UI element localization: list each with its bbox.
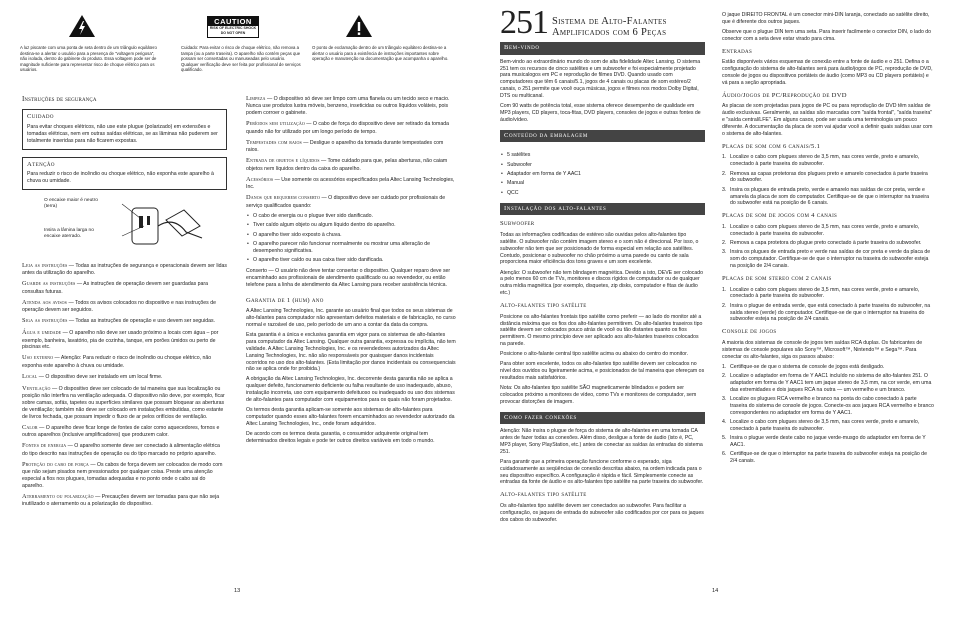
list-item: • Tiver caído algum objeto ou algum líquido dentro do aparelho. [246,222,456,229]
safety-title: Instruções de segurança [22,95,97,103]
safety-item: Ventilação — O dispositivo deve ser colocado de tal maneira que sua localização ou posição não interfira na ventilação adequada. O dispositivo não deve, por exemplo, ficar sobre camas, sofás, tapetes ou superfícies similares que possam bloquear as aberturas de ventilação; também não deve ser colocado em instalações embutidas, como estante de livros fechada, que possam impedir o fluxo de ar pelos orifícios de ventilação. [22,384,225,420]
safety-item: Uso externo — Atenção: Para reduzir o risco de incêndio ou choque elétrico, não exponha este aparelho à chuva ou umidade. [22,354,212,369]
inputs-paragraph: Estão disponíveis vários esquemas de conexão entre a fonte de áudio e o 251. Defina o a configuração do sistema de alto-falantes será para áudio/jogos de PC, reprodução de DVD, console de jogos ou dispositivos portáteis de áudio (como MP3 ou CD players portáteis) e vá para a seção apropriada. [722,59,933,86]
exclamation-triangle-icon [345,14,373,38]
cuidado-box [22,109,227,149]
lightning-triangle-icon [68,14,96,38]
setup-column [722,12,934,467]
warranty-title: Garantia de 1 (hum) ano [246,296,324,304]
list-item: 1. Localize o cabo com plugues stereo de 3,5 mm, nas cores verde, preto e amarelo, conectado à parte traseira do subwoofer. [722,286,920,300]
connections-paragraph: Para garantir que a primeira operação funcione conforme o esperado, siga cuidadosamente as seqüências de conexão descritas abaixo, na ordem indicada para o seu dispositivo específico. A configuração é rápida e fácil. Simplesmente conecte as entradas da fonte de áudio e os alto-falantes tipo satélite na parte traseira do subwoofer. [500,458,704,486]
list-item: 2. Remova a capa protetora do plugue preto conectado à parte traseira do subwoofer. [722,240,922,247]
safety-item: Água e umidade — O aparelho não deve ser usado próximo a locais com água – por exemplo, banheira, lavatório, pia de cozinha, tanque, em porões úmidos ou perto de piscinas etc. [22,329,219,351]
list-item: • QCC [500,190,705,197]
maintenance-column [246,95,456,448]
cuidado-text: Para evitar choques elétricos, não use este plugue (polarizado) em extensões e tomadas elétricas, nem em outras saídas elétricas, se as lâminas não puderem ser totalmente inseridas para não ficarem expostas. [27,123,218,144]
safety-item: Guarde as instruções — As instruções de operação devem ser guardadas para consultas futuras. [22,280,209,295]
satellite-connect-title: Alto-falantes tipo satélite [500,491,587,499]
list-item: 2. Localize o adaptador em forma de Y AAC1 incluído no sistema de alto-falantes 251. O adaptador em forma de Y AAC1 tem um jaque stereo de 3,5 mm, na cor verde, em uma das extremidades e dois jaques RCA na outra — um vermelho e um branco. [722,373,932,393]
maintenance-item: Entrada de objetos e líquidos — Tome cuidado para que, pelas aberturas, não caiam objetos nem líquidos dentro da caixa do aparelho. [246,157,448,172]
warranty-paragraph: A obrigação da Altec Lansing Technologies, Inc. decorrente desta garantia não se aplica a qualquer defeito, funcionamento deficiente ou falha resultante de uso inadequado, abuso, instalação incorreta, uso com equipamento defeituoso ou inadequado ou uso dos sistemas de alto-falantes para computador com equipamentos para os quais não foram projetados. [246,376,455,403]
welcome-section-bar: Bem-vindo [500,42,705,55]
list-item: 1. Localize o cabo com plugues stereo de 3,5 mm, nas cores verde, preto e amarelo, conectado à parte traseira do subwoofer. [722,223,920,237]
four-channel-steps [722,224,934,270]
safety-item: Atenda aos avisos — Todos os avisos colocados no dispositivo e nas instruções de operação devem ser seguidos. [22,298,216,314]
polarized-plug-icon [114,196,214,258]
damage-list [246,213,456,264]
safety-item: Proteção do cabo de força — Os cabos de força devem ser colocados de modo com que não sejam pisados nem pressionados por qualquer coisa. Preste uma atenção especial a fios nos plugues, tomadas adequadas e no ponto onde o cabo sai do aparelho. [22,460,223,489]
atencao-box [22,157,227,190]
plug-label-wide-blade: Insira a lâmina larga no encaixe aterrado. [44,227,94,240]
welcome-paragraph: Bem-vindo ao extraordinário mundo do som de alta fidelidade Altec Lansing. O sistema 251 tem os recursos de cinco satélites e um subwoofer e foi especialmente projetado para musicalogos em PC e reprodução de filmes DVD. Quando usado com computadores que têm 6 canais/5.1, jogos de 4 canais ou placas de som estéreo/2 canais, o 251 permite que você ouça músicas, jogos e filmes nos modos Dolby Digital, DTS ou multicanal. [500,58,701,99]
warranty-paragraph: A Altec Lansing Technologies, Inc. garante ao usuário final que todos os seus sistemas de alto-falantes para computador não apresentam defeitos materiais e de fabricação, no curso normal e razoável de uso, pelo período de um ano a contar da data da compra. [246,308,456,329]
din-paragraph: O jaque DIREITO FRONTAL é um conector mini-DIN laranja, conectado ao satélite direito, que é diferente dos outros jaques. [722,12,930,25]
list-item: 2. Remova as capas protetoras dos plugues preto e amarelo conectados à parte traseira do subwoofer. [722,170,928,184]
subwoofer-paragraph: Todas as informações codificadas de estéreo são ouvidas pelos alto-falantes tipo satélite. O subwoofer não contém imagem stereo e o som não é direcional. Por isso, o subwoofer não tem que ser posicionado de forma especial em relação aos satélites. Contudo, posicionar o subwoofer no chão próximo a uma parede ou canto de sala proporciona maior eficiência dos tons graves e um som excelente. [500,232,699,266]
maintenance-item: Períodos sem utilização — O cabo de força do dispositivo deve ser retirado da tomada quando não for utilizado por um longo período de tempo. [246,120,450,135]
connections-section-bar: Como fazer conexões [500,412,705,425]
list-item: • O aparelho tiver sido exposto à chuva. [246,232,456,239]
list-item: 4. Localize o cabo com plugues stereo de 3,5 mm, nas cores verde, preto e amarelo, conectado à parte traseira do subwoofer. [722,418,920,432]
inputs-title: Entradas [722,47,753,55]
warranty-paragraph: De acordo com os termos desta garantia, o consumidor adquirente original tem determinados direitos legais e pode ter outros direitos variáveis em todo o mundo. [246,430,435,444]
welcome-paragraph: Com 90 watts de potência total, esse sistema oferece desempenho de qualidade em MP3 players, CD players, toca-fitas, DVD players, consoles de jogos e outras fontes de áudio/vídeo. [500,103,701,123]
console-paragraph: A maioria dos sistemas de console de jogos tem saídas RCA duplas. Os fabricantes de sistemas de console populares são Sony™, Microsoft™, Nintendo™ e Sega™. Para conectar os alto-falantes, siga os passos abaixo: [722,340,923,360]
subwoofer-title: Subwoofer [500,220,535,228]
four-channel-title: Placas de som de jogos com 4 canais [722,212,838,220]
list-item: 3. Localize os plugues RCA vermelho e branco na ponta do cabo conectado à parte traseira do sistema de console de jogos. Conecte-os aos jaques RCA vermelho e branco correspondentes no adaptador em forma de Y AAC1. [722,395,934,416]
safety-column [22,95,227,511]
list-item: 1. Certifique-se de que o sistema de console de jogos está desligado. [722,363,885,370]
exclamation-caption: O ponto de exclamação dentro de um triângulo equilátero destina-se a alertar o usuário para a existência de instruções importantes sobre operação e manutenção na documentação que acompanha o aparelho. [312,45,449,62]
lightning-caption: A luz piscante com uma ponta de seta dentro de um triângulo equilátero destina-se a alertar o usuário para a presença de "voltagem perigosa", não isolada, dentro do gabinete do produto. Essa voltagem pode ser de magnitude suficiente para representar risco de choque elétrico para os usuários. [20,45,157,73]
satellite-paragraph: Para obter som excelente, todos os alto-falantes tipo satélite devem ser colocados no nível dos ouvidos ou ligeiramente acima, e posicionados de tal maneira que ofereçam os resultados mais satisfatórios. [500,361,705,381]
model-number: 251 [500,4,548,41]
list-item: 6. Certifique-se de que o interruptor na parte traseira do subwoofer esteja na posição de 2/4 canais. [722,451,927,465]
console-title: Console de jogos [722,328,777,336]
warranty-paragraph: Esta garantia é a única e exclusiva garantia em vigor para os sistemas de alto-falantes para computador da Altec Lansing. Qualquer outra garantia, expressa ou implícita, não tem validade. A Altec Lansing Technologies, Inc. e os revendedores autorizados da Altec Lansing Technologies, Inc. não são responsáveis por quaisquer danos incidentais ocorridos no uso dos alto-falantes. (Esta limitação por danos incidentais ou consequenciais não se aplica onde for proibida.) [246,332,456,373]
maintenance-item: Limpeza — O dispositivo só deve ser limpo com uma flanela ou um tecido seco e macio. Nunca use produtos lustra móveis, benzeno, inseticidas ou outros líquidos voláteis, pois podem corroer o gabinete. [246,95,450,117]
maintenance-item: Danos que requerem conserto — O dispositivo deve ser cuidado por profissionais de serviço qualificados quando: [246,194,446,209]
safety-item: Leia as instruções — Todas as instruções de segurança e operacionais devem ser lidas antes da utilização do aparelho. [22,261,228,277]
pc-audio-paragraph: As placas de som projetadas para jogos de PC ou para reprodução de DVD têm saídas de áudio exclusivas. Geralmente, as saídas são marcadas com "saída frontal", "saída traseira" e "saída central/LFE". Em alguns casos, pode ser usada uma terminologia um pouco diferente. A documentação da placa de som vai ajudar você a definir quais saídas usar com o sistema de alto-falantes. [722,103,933,137]
satellite-title: Alto-falantes tipo satélite [500,301,587,309]
page-number-14: 14 [712,588,719,594]
list-item: • O aparelho tiver caído ou sua caixa tiver sido danificada. [246,257,456,264]
list-item: 2. Insira o plugue de entrada verde, que está conectado à parte traseira do subwoofer, na saída stereo (verde) do computador. Certifique-se de que o interruptor na traseira do subwoofer esteja na posição de 2/4 canais. [722,302,931,323]
maintenance-item: Tempestades com raios — Desligue o aparelho da tomada durante tempestades com raios. [246,138,444,154]
safety-items [22,262,227,508]
satellite-paragraph: Posicione o alto-falante central tipo satélite acima ou abaixo do centro do monitor. [500,351,689,358]
caution-label-box: CAUTION RISK OF ELECTRIC SHOCK DO NOT OPEN [207,16,259,38]
list-item: 1. Localize o cabo com plugues stereo de 3,5 mm, nas cores verde, preto e amarelo, conectado à parte traseira do subwoofer. [722,154,920,168]
intro-column [500,36,705,527]
satellite-paragraph: Nota: Os alto-falantes tipo satélite SÃO magneticamente blindados e podem ser colocados próximo a monitores de vídeo, como TVs e monitores de computador, sem provocar distorções de imagem. [500,384,697,405]
list-item: • Manual [500,180,705,187]
safety-item: Aterramento ou polarização — Precauções devem ser tomadas para que não seja inutilizado o aterramento ou a polarização do dispositivo. [22,492,220,508]
console-steps [722,364,934,465]
subwoofer-paragraph: Atenção: O subwoofer não tem blindagem magnética. Devido a isto, DEVE ser colocado a pelo menos 60 cm de TVs, monitores e discos rígidos de computador ou de qualquer outra mídia magnética (por exemplo, disquetes, zip disks, computador e fitas de áudio etc.) [500,269,703,297]
safety-item: Calor — O aparelho deve ficar longe de fontes de calor como aquecedores, fornos e outros aparelhos (inclusive amplificadores) que produzem calor. [22,423,220,439]
list-item: 3. Insira os plugues de entrada preto e verde nas saídas de cor preta e verde da placa de som do computador. Certifique-se de que o interruptor na traseira do subwoofer esteja na posição de 2/4 canais. [722,249,931,270]
safety-item: Fontes de energia — O aparelho somente deve ser conectado à alimentação elétrica do tipo descrito nas instruções de operação ou do tipo marcado no próprio aparelho. [22,442,220,457]
list-item: • O aparelho parecer não funcionar normalmente ou mostrar uma alteração de desempenho significativa. [246,241,456,255]
six-channel-steps [722,154,934,207]
two-channel-title: Placas de som stereo com 2 canais [722,274,832,282]
din-paragraph: Observe que o plugue DIN tem uma seta. Para inserir facilmente o conector DIN, o lado do conector com a seta deve estar virado para cima. [722,28,932,42]
atencao-text: Para reduzir o risco de incêndio ou choque elétrico, não exponha este aparelho à chuva ou umidade. [27,171,214,185]
plug-diagram [22,196,227,262]
caution-caption: Cuidado: Para evitar o risco de choque elétrico, não remova a tampa (ou a parte traseira). O aparelho não contém peças que possam ser consertadas ou manuseadas pelo usuário. Qualquer verificação deve ser feita por profissional de serviços qualificado. [181,45,301,73]
page-number-13: 13 [234,588,241,594]
six-channel-title: Placas de som com 6 canais/5.1 [722,142,821,150]
product-title-line-1: Sistema de Alto-Falantes [552,16,667,27]
connections-paragraph: Atenção: Não insira o plugue de força do sistema de alto-falantes em uma tomada CA antes de fazer todas as conexões. Além disso, desligue a fonte de áudio (isto é, PC, MP3 player, Sony PlayStation, etc.) antes de conectar as saídas às entradas do sistema 251. [500,428,703,455]
safety-item: Local — O dispositivo deve ser instalado em um local firme. [22,372,163,380]
two-channel-steps [722,287,934,324]
list-item: 5. Insira o plugue verde deste cabo no jaque verde-musgo do adaptador em forma de Y AAC1. [722,435,926,448]
plug-label-neutral: O encaixe maior é neutro (terra) [44,197,98,210]
safety-item: Siga as instruções — Todas as instruções de operação e uso devem ser seguidas. [22,317,215,325]
package-list [500,152,705,196]
satellite-paragraph: Posicione os alto-falantes frontais tipo satélite como preferir — ao lado do monitor até a distância máxima que os fios dos alto-falantes permitirem. Os alto-falantes traseiros tipo satélite devem ser colocados pouco atrás de você ou tão distantes quanto os fios permitirem. O mesmo princípio deve ser aplicado aos alto-falantes traseiros colocados na parede. [500,313,703,348]
atencao-title: Atenção [27,160,55,168]
install-section-bar: Instalação dos alto-falantes [500,203,705,216]
cuidado-title: Cuidado [27,113,54,121]
list-item: 3. Insira os plugues de entrada preto, verde e amarelo nas saídas de cor preta, verde e amarela da placa de som do computador. Certifique-se de que o interruptor na traseira do subwoofer está na posição de 6 canais. [722,186,929,207]
warning-icons-row [20,10,460,80]
warranty-paragraph: Os termos desta garantia aplicam-se somente aos sistemas de alto-falantes para computador quando esses alto-falantes forem encaminhados ao revendedor autorizado da Altec Lansing Technologies, Inc., onde foram adquiridos. [246,407,455,427]
list-item: • 5 satélites [500,152,705,159]
list-item: • O cabo de energia ou o plugue tiver sido danificado. [246,213,456,220]
product-title-line-2: Amplificados com 6 Peças [552,27,667,38]
list-item: • Subwoofer [500,162,705,169]
satellite-connect-paragraph: Os alto-falantes tipo satélite devem ser conectados ao subwoofer. Para facilitar a configuração, os jaques de entrada do subwoofer são codificados por cor para os jaques dos cabos do subwoofer. [500,503,704,523]
pc-audio-title: Áudio/Jogos de PC/Reprodução de DVD [722,91,847,99]
package-section-bar: Conteúdo da embalagem [500,130,705,143]
maintenance-item: Acessórios — Use somente os acessórios especificados pela Altec Lansing Technologies, Inc. [246,175,455,191]
list-item: • Adaptador em forma de Y AAC1 [500,171,705,178]
repair-note: Conserto — O usuário não deve tentar consertar o dispositivo. Qualquer reparo deve ser encaminhado aos profissionais de atendimento qualificado ou ao revendedor, ou então telefone para a linha de atendimento da Altec Lansing para receber assistência técnica. [246,268,451,288]
